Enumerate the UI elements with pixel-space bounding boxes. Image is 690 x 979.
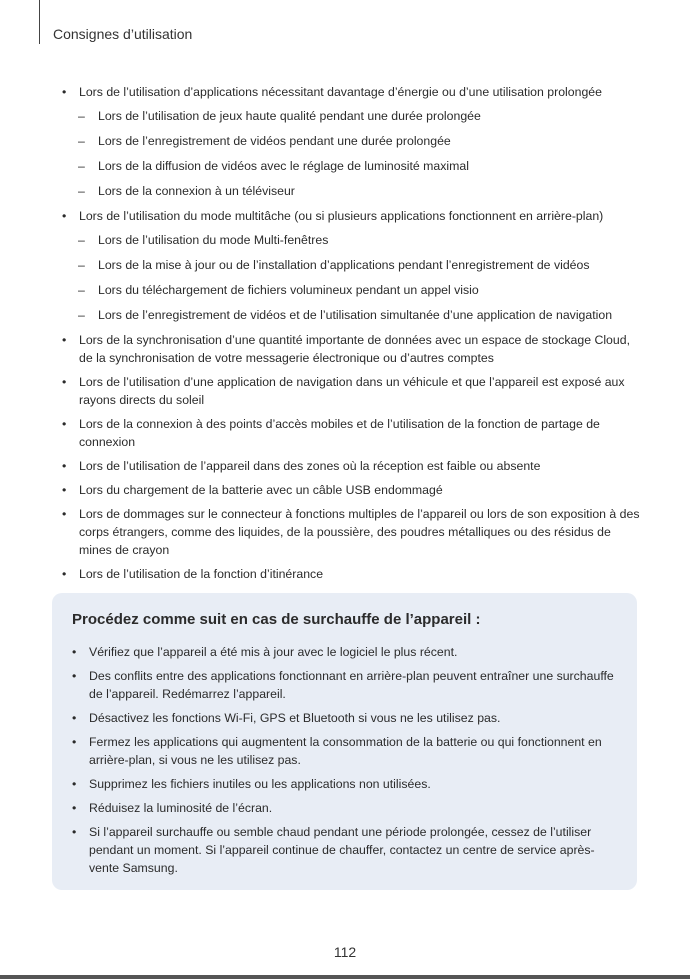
sub-list-item [62,132,640,150]
dash-glyph: – [78,109,85,123]
list-item-text: Lors de l’utilisation du mode multitâche (ou si plusieurs applications fonctionnent en arrière-plan) [79,209,604,223]
sub-item-text: Lors de l’utilisation de jeux haute qualité pendant une durée prolongée [98,109,481,123]
sub-item-text: Lors du téléchargement de fichiers volumineux pendant un appel visio [98,283,479,297]
bullet-glyph: • [62,507,67,521]
dash-glyph: – [78,159,85,173]
sub-list-item [62,157,640,175]
dash-glyph: – [78,134,85,148]
box-item-text: Supprimez les fichiers inutiles ou les applications non utilisées. [89,777,431,791]
page-number: 112 [333,944,357,960]
box-list-item [72,799,617,817]
dash-glyph: – [78,308,85,322]
box-list-item [72,823,617,877]
dash-glyph: – [78,258,85,272]
bullet-glyph: • [62,417,67,431]
dash-glyph: – [78,283,85,297]
sub-list-item [62,256,640,274]
list-item [62,207,640,225]
sub-list-item [62,306,640,324]
list-item [62,331,640,367]
bullet-glyph: • [62,567,67,581]
bullet-glyph: • [72,735,77,749]
sub-list-item [62,107,640,125]
bullet-glyph: • [62,333,67,347]
box-item-text: Si l’appareil surchauffe ou semble chaud pendant une période prolongée, cessez de l’utiliser pendant un moment. Si l’appareil continue de chauffer, contactez un centre de service après-vente Samsung. [89,825,595,875]
sub-item-text: Lors de l’enregistrement de vidéos et de l’utilisation simultanée d’une application de navigation [98,308,613,322]
list-item [62,505,640,559]
sub-list-item [62,281,640,299]
list-item-text: Lors de l’utilisation d’applications nécessitant davantage d’énergie ou d’une utilisation prolongée [79,85,602,99]
list-item-text: Lors de l’utilisation de l’appareil dans des zones où la réception est faible ou absente [79,459,541,473]
box-list-item [72,643,617,661]
bullet-glyph: • [72,801,77,815]
bullet-glyph: • [72,645,77,659]
list-item-text: Lors de la connexion à des points d’accès mobiles et de l’utilisation de la fonction de partage de connexion [79,417,600,449]
box-item-text: Fermez les applications qui augmentent la consommation de la batterie ou qui fonctionnent en arrière-plan, si vous ne les utilisez pas. [89,735,602,767]
bullet-glyph: • [72,669,77,683]
bullet-glyph: • [62,459,67,473]
sub-list-item [62,182,640,200]
box-item-text: Des conflits entre des applications fonctionnant en arrière-plan peuvent entraîner une surchauffe de l’appareil. Redémarrez l’appareil. [89,669,614,701]
dash-glyph: – [78,184,85,198]
list-item [62,373,640,409]
bullet-glyph: • [72,711,77,725]
bullet-glyph: • [62,483,67,497]
dash-glyph: – [78,233,85,247]
box-list-item [72,775,617,793]
bullet-glyph: • [62,209,67,223]
header-rule [39,0,40,44]
sub-item-text: Lors de la connexion à un téléviseur [98,184,295,198]
list-item-text: Lors de l’utilisation de la fonction d’itinérance [79,567,324,581]
list-item-text: Lors de dommages sur le connecteur à fonctions multiples de l’appareil ou lors de son exposition à des corps étrangers, comme des liquides, de la poussière, des poudres métalliques ou des résidus de mines de crayon [79,507,640,557]
bullet-glyph: • [72,825,77,839]
list-item [62,83,640,101]
sub-item-text: Lors de la mise à jour ou de l’installation d’applications pendant l’enregistrement de vidéos [98,258,590,272]
box-item-text: Réduisez la luminosité de l’écran. [89,801,273,815]
list-item [62,457,640,475]
sub-item-text: Lors de l’utilisation du mode Multi-fenêtres [98,233,329,247]
sub-list-item [62,231,640,249]
bullet-glyph: • [62,375,67,389]
box-list-item [72,709,617,727]
box-title: Procédez comme suit en cas de surchauffe de l’appareil : [72,611,481,628]
box-item-text: Désactivez les fonctions Wi-Fi, GPS et Bluetooth si vous ne les utilisez pas. [89,711,501,725]
list-item [62,565,640,583]
list-item-text: Lors de la synchronisation d’une quantité importante de données avec un espace de stockage Cloud, de la synchronisation de votre messagerie électronique ou d’autres comptes [79,333,630,365]
list-item-text: Lors de l’utilisation d’une application de navigation dans un véhicule et que l’appareil est exposé aux rayons directs du soleil [79,375,625,407]
bullet-glyph: • [72,777,77,791]
list-item [62,481,640,499]
sub-item-text: Lors de la diffusion de vidéos avec le réglage de luminosité maximal [98,159,469,173]
list-item-text: Lors du chargement de la batterie avec un câble USB endommagé [79,483,443,497]
box-list [72,643,617,883]
bullet-glyph: • [62,85,67,99]
box-list-item [72,667,617,703]
page-header: Consignes d’utilisation [53,26,193,42]
list-item [62,415,640,451]
overheating-tips-box [52,593,637,890]
box-list-item [72,733,617,769]
sub-item-text: Lors de l’enregistrement de vidéos pendant une durée prolongée [98,134,451,148]
main-list [62,83,640,589]
box-item-text: Vérifiez que l’appareil a été mis à jour avec le logiciel le plus récent. [89,645,458,659]
bottom-rule [0,975,690,979]
